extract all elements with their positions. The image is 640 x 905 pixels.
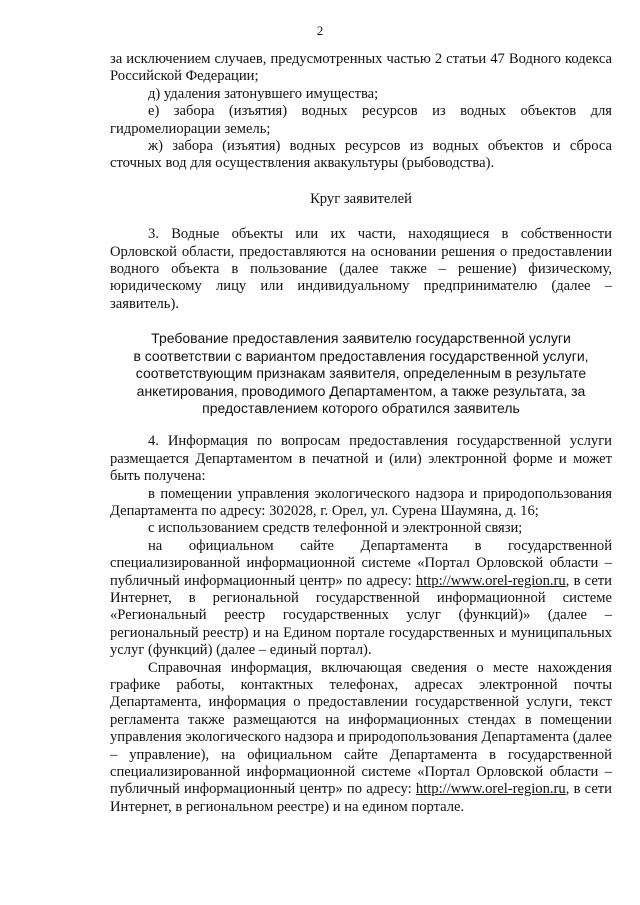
heading-line: в соответствии с вариантом предоставления государственной услуги, [133, 347, 589, 364]
paragraph-reference-info [110, 660, 612, 817]
paragraph-4: 4. Информация по вопросам предоставления государственной услуги размещается Департаментом в печатной и (или) электронной форме и может быть получена: [110, 433, 612, 485]
heading-line: соответствующим признакам заявителя, определенным в результате [135, 365, 587, 382]
document-body [110, 51, 612, 816]
section-heading-applicants: Круг заявителей [310, 190, 412, 207]
paragraph-4-website [110, 538, 612, 660]
page-number: 2 [316, 23, 324, 38]
section-heading-requirement [110, 330, 612, 417]
text: , в сети Интернет, в региональной государственной информационной системе «Региональный реестр государственных услуг (функций)» (далее – региональный реестр) и на Едином портале государственных и муниципальных услуг (функций) (далее – единый портал). [110, 572, 612, 659]
heading-line: Требование предоставления заявителю государственной услуги [151, 330, 571, 347]
list-item-e: е) забора (изъятия) водных ресурсов из водных объектов для гидромелиорации земель; [110, 103, 612, 137]
text: , в сети Интернет, в региональном реестре) и на едином портале. [110, 781, 612, 815]
text: на официальном сайте Департамента в государственной специализированной информационной системе «Портал Орловской области – публичный информационный центр» по адресу: [110, 537, 612, 589]
list-item-zh: ж) забора (изъятия) водных ресурсов из водных объектов и сброса сточных вод для осуществления аквакультуры (рыбоводства). [110, 138, 612, 172]
heading-line: предоставлением которого обратился заявитель [202, 399, 520, 416]
text: Справочная информация, включающая сведения о месте нахождения графике работы, контактных телефонах, адресах электронной почты Департамента, информация о предоставлении государственной услуги, текст регламента также размещаются на информационных стендах в помещении управления экологического надзора и природопользования Департамента (далее – управление), на официальном сайте Департамента в государственной специализированной информационной системе «Портал Орловской области – публичный информационный центр» по адресу: [110, 659, 612, 798]
paragraph-4-office: в помещении управления экологического надзора и природопользования Департамента по адресу: 302028, г. Орел, ул. Сурена Шаумяна, д. 16; [110, 485, 612, 519]
paragraph-intro-1: за исключением случаев, предусмотренных частью 2 статьи 47 Водного кодекса Российской Федерации; [110, 51, 612, 85]
list-item-d: д) удаления затонувшего имущества; [148, 85, 379, 102]
paragraph-3: 3. Водные объекты или их части, находящиеся в собственности Орловской области, предоставляются на основании решения о предоставлении водного объекта в пользование (далее также – решение) физическому, юридическому лицу или индивидуальному предпринимателю (далее – заявитель). [110, 226, 612, 312]
paragraph-4-phone: с использованием средств телефонной и электронной связи; [148, 520, 523, 537]
heading-line: анкетирования, проводимого Департаментом, а также результата, за [136, 382, 586, 399]
orel-region-link[interactable]: http://www.orel-region.ru [415, 781, 566, 798]
orel-region-link[interactable]: http://www.orel-region.ru [415, 572, 566, 589]
